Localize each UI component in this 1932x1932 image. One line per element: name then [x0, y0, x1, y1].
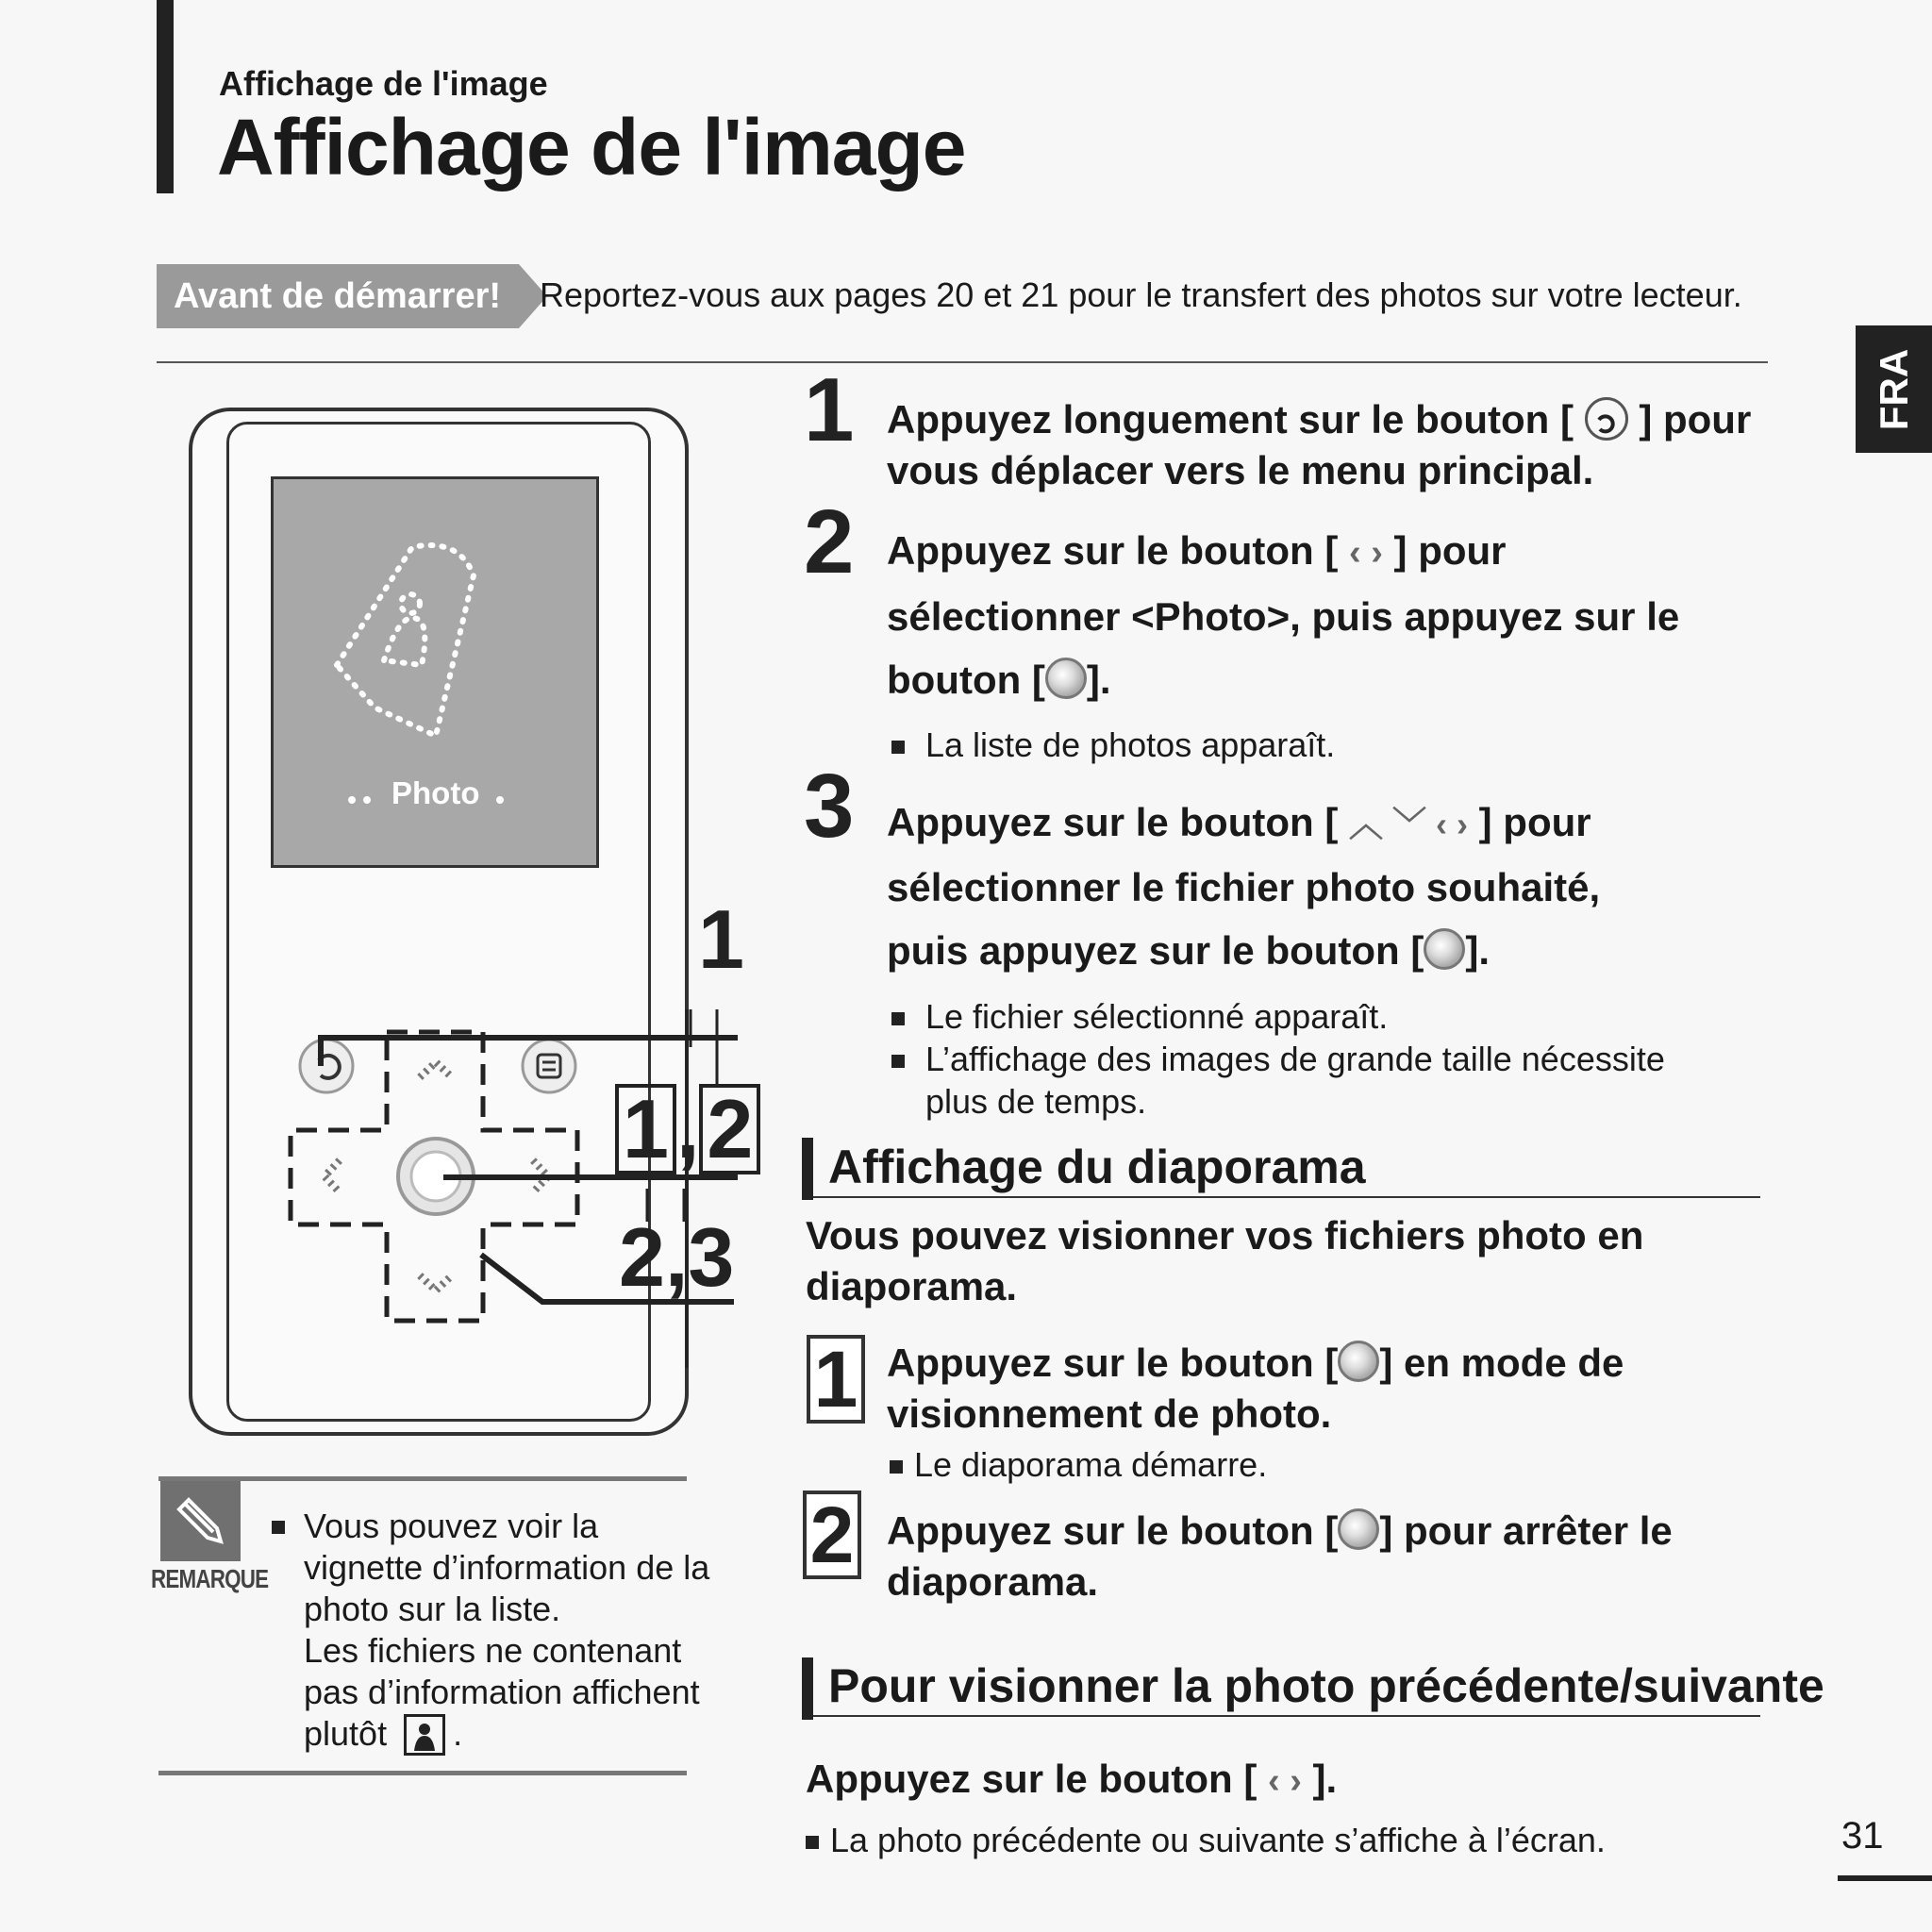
callout-12-sep: , [675, 1082, 700, 1175]
note-line: Vous pouvez voir la [304, 1507, 599, 1545]
section-rule [813, 1196, 1760, 1198]
slideshow-step-1-text: Appuyez sur le bouton [ ] en mode de visionnement de photo. [887, 1341, 1624, 1436]
step-text-line: ] pour [1393, 528, 1507, 573]
callout-1: 1 [698, 892, 744, 986]
step-text-line: ]. [1086, 658, 1111, 702]
note-label: REMARQUE [151, 1564, 269, 1593]
before-start-text: Reportez-vous aux pages 20 et 21 pour le transfert des photos sur votre lecteur. [540, 275, 1742, 314]
callout-lines [311, 972, 755, 1424]
step-text-line: vous déplacer vers le menu principal. [887, 448, 1594, 492]
section-bar [802, 1138, 813, 1200]
note-line: vignette d’information de la [304, 1548, 710, 1587]
header-divider [157, 361, 1768, 363]
slideshow-step-2-text: Appuyez sur le bouton [ ] pour arrêter le diaporama. [887, 1508, 1673, 1604]
note-bullet [272, 1521, 285, 1534]
section-rule [813, 1715, 1760, 1717]
step-text-line: Appuyez sur le bouton [ [887, 800, 1339, 844]
callout-12-first: 1 [615, 1084, 676, 1174]
step-number: 3 [804, 756, 855, 857]
step-text-line: sélectionner <Photo>, puis appuyez sur le [887, 594, 1680, 639]
screen-label: Photo [391, 775, 480, 810]
page-number-rule [1838, 1875, 1932, 1881]
step-number: 2 [804, 491, 855, 592]
slideshow-step-number: 2 [803, 1491, 861, 1579]
step-text-line: ] pour [1478, 800, 1591, 844]
before-start-tag: Avant de démarrer! [157, 264, 519, 328]
page-title: Affichage de l'image [217, 103, 966, 192]
prevnext-bullet: La photo précédente ou suivante s’affiche à l’écran. [806, 1819, 1606, 1861]
select-button-icon [1338, 1341, 1379, 1382]
step-text-line: Appuyez longuement sur le bouton [ [887, 397, 1574, 441]
prevnext-instruction: Appuyez sur le bouton [ ‹ › ]. [806, 1757, 1338, 1801]
step-1-text [887, 394, 1792, 496]
note-line: pas d’information affichent [304, 1673, 700, 1711]
step-text-line: sélectionner le fichier photo souhaité, [887, 865, 1601, 909]
four-way-arrows-icon: ︿ ﹀ ‹ › [1349, 805, 1468, 843]
note-end: . [453, 1714, 463, 1753]
slideshow-title: Affichage du diaporama [828, 1141, 1366, 1193]
left-right-icon: ‹ › [1268, 1761, 1302, 1801]
step-2-text [887, 519, 1792, 711]
note-bottom-rule [158, 1771, 687, 1775]
step-text-line: ]. [1465, 928, 1491, 973]
page-number: 31 [1841, 1815, 1884, 1857]
breadcrumb: Affichage de l'image [219, 64, 548, 103]
prevnext-title: Pour visionner la photo précédente/suivante [828, 1659, 1824, 1712]
step-text-line: puis appuyez sur le bouton [ [887, 928, 1424, 973]
note-line: photo sur la liste. [304, 1590, 561, 1628]
note-line: Les fichiers ne contenant [304, 1631, 682, 1670]
language-tab [1856, 325, 1932, 453]
back-icon [1585, 397, 1628, 441]
slideshow-step-1-bullet: Le diaporama démarre. [890, 1443, 1267, 1486]
header-accent-bar [157, 0, 174, 193]
note-icon [160, 1481, 241, 1561]
section-bar [802, 1657, 813, 1720]
note-text [304, 1506, 747, 1756]
screen-dots-right [492, 791, 511, 814]
screen-dots-left [344, 791, 382, 814]
left-right-icon: ‹ › [1349, 533, 1383, 573]
step-text-line: Appuyez sur le bouton [ [887, 528, 1339, 573]
callout-12-second: 2 [699, 1084, 760, 1174]
select-button-icon [1338, 1508, 1379, 1550]
callout-23: 2,3 [619, 1210, 735, 1304]
step-text-line: bouton [ [887, 658, 1045, 702]
slideshow-intro: Vous pouvez visionner vos fichiers photo en diaporama. [806, 1213, 1644, 1308]
step-number: 1 [804, 359, 855, 460]
select-button-icon [1045, 658, 1087, 699]
step-text-line: ] pour [1639, 397, 1752, 441]
language-tab-label: FRA [1871, 348, 1916, 430]
step-2-bullet: La liste de photos apparaît. [891, 724, 1335, 766]
select-button-icon [1424, 928, 1465, 970]
step-3-bullets: Le fichier sélectionné apparaît. L’affichage des images de grande taille nécessite plus de temps. [891, 995, 1665, 1123]
person-thumbnail-icon [404, 1714, 445, 1756]
step-3-text [887, 791, 1792, 982]
note-line: plutôt [304, 1714, 388, 1753]
slideshow-step-number: 1 [807, 1335, 865, 1424]
